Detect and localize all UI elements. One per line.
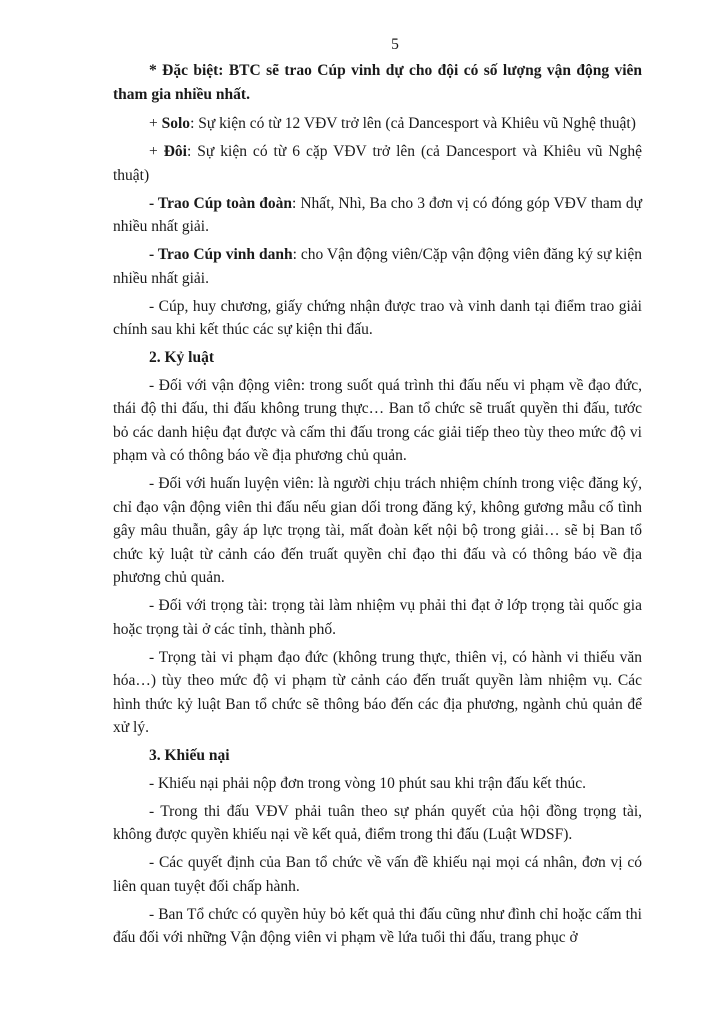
discipline-paragraph: - Đối với huấn luyện viên: là người chịu trách nhiệm chính trong việc đăng ký, chỉ đạo vận động viên thi đấu nếu gian dối trong đăng ký, không gương mẫu cố tình gây mâu thuẫn, gây áp lực trọng tài, mất đoàn kết nội bộ trong giải… sẽ bị Ban tổ chức kỷ luật từ cảnh cáo đến truất quyền chỉ đạo thi đấu và có thông báo về địa phương chủ quản. (113, 475, 642, 586)
award-label: - Trao Cúp toàn đoàn (149, 194, 293, 212)
awards-ceremony-note: - Cúp, huy chương, giấy chứng nhận được trao và vinh danh tại điểm trao giải chính sau khi kết thúc các sự kiện thi đấu. (113, 297, 642, 338)
page-number: 5 (391, 36, 399, 53)
award-text: : Nhất, Nhì, Ba cho 3 đơn vị có đóng góp VĐV tham dự nhiều nhất giải. (113, 194, 642, 235)
award-label: - Trao Cúp vinh danh (149, 246, 293, 263)
special-award-note: * Đặc biệt: BTC sẽ trao Cúp vinh dự cho đội có số lượng vận động viên tham gia nhiều nhất. (113, 62, 642, 103)
discipline-paragraph: - Đối với vận động viên: trong suốt quá trình thi đấu nếu vi phạm về đạo đức, thái độ thi đấu, thi đấu không trung thực… Ban tổ chức sẽ truất quyền thi đấu, tước bỏ các danh hiệu đạt được và cấm thi đấu trong các giải tiếp theo tùy theo mức độ vi phạm và có thông báo về địa phương chủ quản. (113, 376, 642, 464)
award-honor-cup (113, 243, 642, 290)
award-prefix: + (149, 143, 164, 160)
section-heading-complaints: 3. Khiếu nại (149, 747, 230, 764)
award-text: : Sự kiện có từ 12 VĐV trở lên (cả Dancesport và Khiêu vũ Nghệ thuật) (190, 115, 636, 132)
award-prefix: + (149, 115, 162, 132)
document-body (113, 59, 642, 950)
complaints-paragraph: - Trong thi đấu VĐV phải tuân theo sự phán quyết của hội đồng trọng tài, không được quyền khiếu nại về kết quả, điểm trong thi đấu (Luật WDSF). (113, 802, 642, 843)
award-text: : cho Vận động viên/Cặp vận động viên đăng ký sự kiện nhiều nhất giải. (113, 246, 642, 287)
award-couple (113, 140, 642, 187)
discipline-paragraph: - Đối với trọng tài: trọng tài làm nhiệm vụ phải thi đạt ở lớp trọng tài quốc gia hoặc trọng tài ở các tỉnh, thành phố. (113, 597, 642, 638)
award-text: : Sự kiện có từ 6 cặp VĐV trở lên (cả Dancesport và Khiêu vũ Nghệ thuật) (113, 143, 642, 184)
complaints-paragraph: - Các quyết định của Ban tổ chức về vấn đề khiếu nại mọi cá nhân, đơn vị có liên quan tuyệt đối chấp hành. (113, 854, 642, 895)
award-label: Solo (161, 115, 191, 132)
complaints-paragraph: - Ban Tổ chức có quyền hủy bỏ kết quả thi đấu cũng như đình chỉ hoặc cấm thi đấu đối với những Vận động viên vi phạm về lứa tuổi thi đấu, trang phục ở (113, 905, 642, 946)
discipline-paragraph: - Trọng tài vi phạm đạo đức (không trung thực, thiên vị, có hành vi thiếu văn hóa…) tùy theo mức độ vi phạm từ cảnh cáo đến truất quyền làm nhiệm vụ. Các hình thức kỷ luật Ban tổ chức sẽ thông báo đến các địa phương, ngành chủ quản để xử lý. (113, 648, 642, 736)
award-team-cup (113, 192, 642, 239)
complaints-paragraph: - Khiếu nại phải nộp đơn trong vòng 10 phút sau khi trận đấu kết thúc. (149, 774, 586, 792)
award-solo (113, 112, 642, 136)
section-heading-discipline: 2. Kỷ luật (149, 349, 215, 366)
award-label: Đôi (163, 143, 187, 160)
